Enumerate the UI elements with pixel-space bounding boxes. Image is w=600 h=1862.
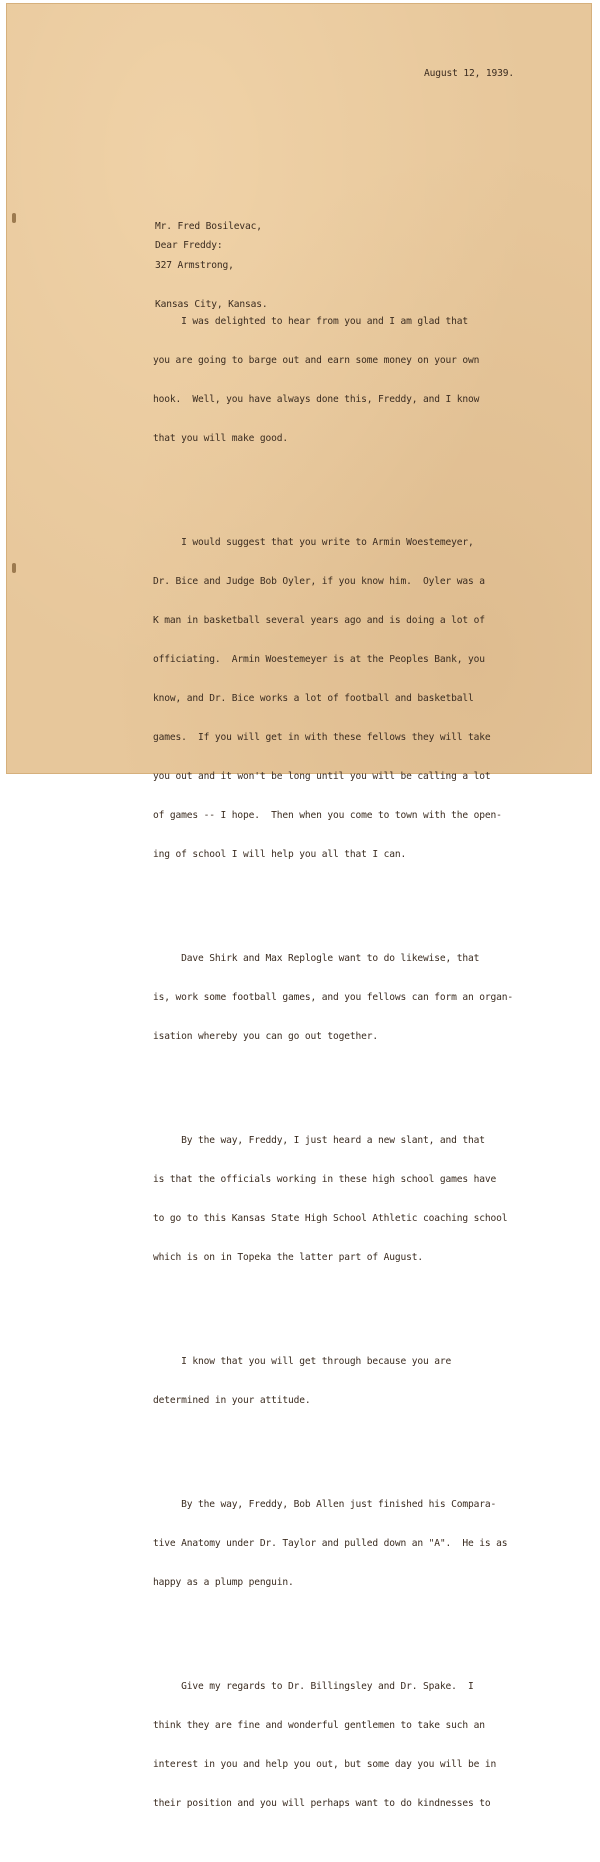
body-line: is, work some football games, and you fellows can form an organ- [153, 992, 514, 1003]
body-line: ing of school I will help you all that I can. [153, 849, 407, 860]
body-line: Give my regards to Dr. Billingsley and Dr. Spake. I [153, 1681, 474, 1692]
body-line: determined in your attitude. [153, 1395, 311, 1406]
body-line: Dr. Bice and Judge Bob Oyler, if you know him. Oyler was a [153, 576, 485, 587]
paragraph [153, 926, 513, 1069]
letter-body [153, 263, 513, 1862]
paragraph [153, 289, 513, 471]
body-line: you are going to barge out and earn some money on your own [153, 355, 480, 366]
body-line: Dave Shirk and Max Replogle want to do likewise, that [153, 953, 480, 964]
salutation: Dear Freddy: [155, 240, 223, 251]
address-line: Mr. Fred Bosilevac, [155, 221, 262, 232]
body-line: I would suggest that you write to Armin Woestemeyer, [153, 537, 474, 548]
body-line: tive Anatomy under Dr. Taylor and pulled down an "A". He is as [153, 1538, 508, 1549]
letter-date: August 12, 1939. [424, 68, 515, 79]
body-line: hook. Well, you have always done this, Freddy, and I know [153, 394, 480, 405]
body-line: I was delighted to hear from you and I am glad that [153, 316, 469, 327]
body-line: officiating. Armin Woestemeyer is at the Peoples Bank, you [153, 654, 485, 665]
body-line: happy as a plump penguin. [153, 1577, 294, 1588]
body-line: is that the officials working in these high school games have [153, 1174, 497, 1185]
body-line: I know that you will get through because you are [153, 1356, 452, 1367]
body-line: interest in you and help you out, but some day you will be in [153, 1759, 497, 1770]
body-line: By the way, Freddy, I just heard a new slant, and that [153, 1135, 485, 1146]
body-line: you out and it won't be long until you will be calling a lot [153, 771, 491, 782]
body-line: to go to this Kansas State High School Athletic coaching school [153, 1213, 508, 1224]
body-line: isation whereby you can go out together. [153, 1031, 379, 1042]
body-line: their position and you will perhaps want to do kindnesses to [153, 1798, 491, 1809]
binder-hole-mark [12, 213, 16, 223]
body-line: K man in basketball several years ago and is doing a lot of [153, 615, 485, 626]
body-line: that you will make good. [153, 433, 289, 444]
paragraph [153, 510, 513, 887]
address-line: Kansas City, Kansas. [155, 299, 268, 310]
address-line: 327 Armstrong, [155, 260, 234, 271]
paragraph [153, 1472, 513, 1615]
paragraph [153, 1654, 513, 1836]
binder-hole-mark [12, 563, 16, 573]
body-line: of games -- I hope. Then when you come to town with the open- [153, 810, 502, 821]
body-line: games. If you will get in with these fellows they will take [153, 732, 491, 743]
paragraph [153, 1108, 513, 1290]
body-line: which is on in Topeka the latter part of August. [153, 1252, 424, 1263]
body-line: think they are fine and wonderful gentlemen to take such an [153, 1720, 485, 1731]
body-line: By the way, Freddy, Bob Allen just finished his Compara- [153, 1499, 497, 1510]
paragraph [153, 1329, 513, 1433]
body-line: know, and Dr. Bice works a lot of football and basketball [153, 693, 474, 704]
